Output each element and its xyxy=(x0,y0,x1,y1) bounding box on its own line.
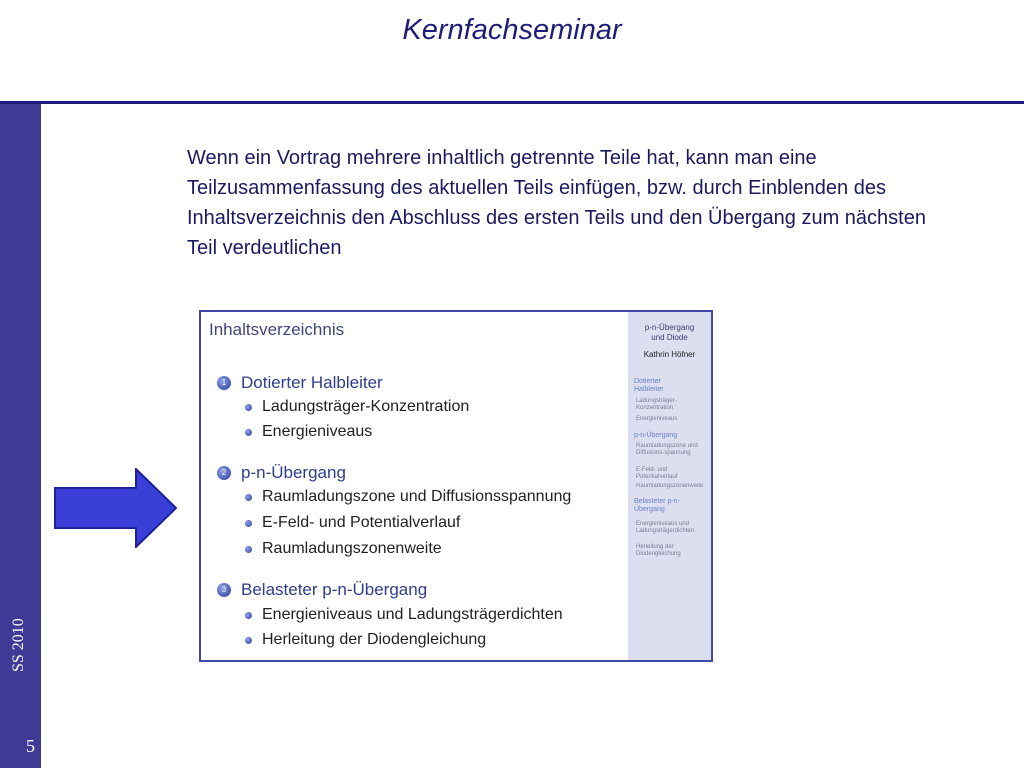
toc-item xyxy=(245,514,460,532)
toc-item-label: Herleitung der Diodengleichung xyxy=(262,631,487,648)
semester-label xyxy=(10,618,34,696)
nav-section: Dotierter Halbleiter xyxy=(634,378,664,393)
toc-item xyxy=(245,398,469,416)
page-number: 5 xyxy=(26,736,35,756)
nav-talk-title: p-n-Übergang xyxy=(644,323,695,332)
toc-item xyxy=(245,540,442,558)
toc-main-panel xyxy=(201,312,632,660)
toc-thumbnail xyxy=(199,310,713,662)
right-arrow-icon xyxy=(54,468,178,548)
toc-item-label: Ladungsträger-Konzentration xyxy=(262,398,470,415)
toc-item xyxy=(245,631,486,649)
nav-item: E-Feld- und Potentialverlauf xyxy=(636,467,678,480)
toc-item-label: Raumladungszone und Diffusionsspannung xyxy=(262,488,572,505)
body-text: Wenn ein Vortrag mehrere inhaltlich getrennte Teile hat, kann man eine Teilzusammenfassung des aktuellen Teils einfügen, bzw. durch Einblenden des Inhaltsverzeichnis den Abschluss des ersten Teils und den Übergang zum nächsten Teil verdeutlichen xyxy=(187,147,926,259)
toc-section-3 xyxy=(217,580,427,600)
toc-heading: Inhaltsverzeichnis xyxy=(209,320,345,339)
toc-item xyxy=(245,606,563,624)
toc-item xyxy=(245,488,571,506)
toc-section-2 xyxy=(217,463,346,483)
toc-nav-sidebar xyxy=(628,312,711,660)
bullet-icon xyxy=(245,612,252,619)
bullet-icon xyxy=(245,546,252,553)
bullet-icon xyxy=(245,494,252,501)
nav-author: Kathrin Höfner xyxy=(643,350,696,359)
slide-title: Kernfachseminar xyxy=(402,14,622,46)
toc-section-title: Belasteter p-n-Übergang xyxy=(241,580,428,599)
toc-section-1 xyxy=(217,373,383,393)
bullet-icon xyxy=(245,429,252,436)
bullet-icon xyxy=(245,404,252,411)
toc-section-title: Dotierter Halbleiter xyxy=(241,373,383,392)
section-number-badge: 1 xyxy=(217,376,231,390)
nav-section: p-n-Übergang xyxy=(634,432,678,439)
bullet-icon xyxy=(245,520,252,527)
nav-item: Ladungsträger-Konzentration xyxy=(636,398,677,411)
nav-item: Raumladungszone und Diffusions-spannung xyxy=(636,443,698,456)
title-divider xyxy=(0,101,1024,104)
nav-talk-subtitle: und Diode xyxy=(651,333,688,342)
nav-item: Raumladungszonenweite xyxy=(636,483,704,489)
section-number-badge: 3 xyxy=(217,583,231,597)
nav-item: Herleitung der Diodengleichung xyxy=(636,544,681,557)
nav-item: Energieniveaus xyxy=(636,416,678,422)
toc-item-label: Raumladungszonenweite xyxy=(262,540,442,557)
toc-item-label: Energieniveaus und Ladungsträgerdichten xyxy=(262,606,563,623)
nav-section: Belasteter p-n-Übergang xyxy=(634,498,680,513)
toc-section-title: p-n-Übergang xyxy=(241,463,346,482)
toc-item-label: Energieniveaus xyxy=(262,423,373,440)
toc-item-label: E-Feld- und Potentialverlauf xyxy=(262,514,461,531)
nav-item: Energieniveaus und Ladungsträgerdichten xyxy=(636,521,695,534)
toc-item xyxy=(245,423,372,441)
section-number-badge: 2 xyxy=(217,466,231,480)
semester-label-text: SS 2010 xyxy=(10,618,27,672)
bullet-icon xyxy=(245,637,252,644)
